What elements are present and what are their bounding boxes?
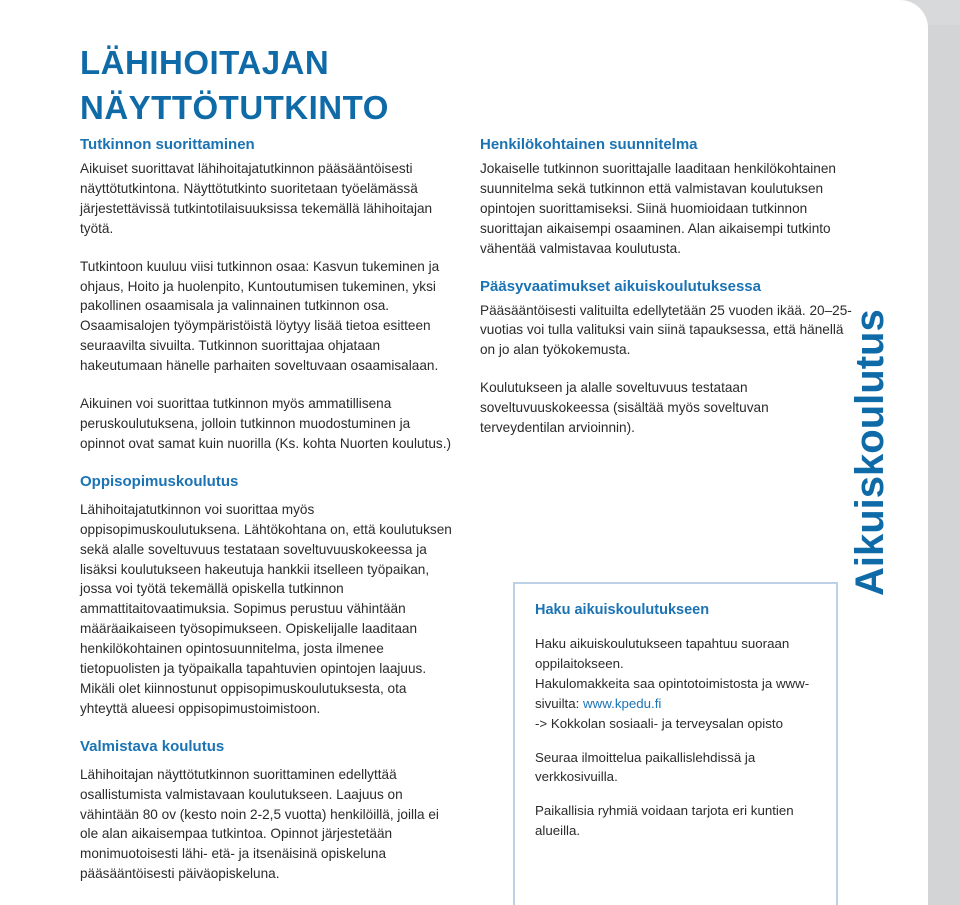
title-line-2: NÄYTTÖTUTKINTO xyxy=(80,89,389,126)
right-column xyxy=(480,135,852,456)
title-line-1: LÄHIHOITAJAN xyxy=(80,44,330,81)
paragraph-seuraa: Seuraa ilmoittelua paikallislehdissä ja verkkosivuilla. xyxy=(535,749,756,785)
haku-line-2: Hakulomakkeita saa opintotoimistosta ja www-sivuilta: xyxy=(535,675,810,711)
haku-line-1: Haku aikuiskoulutukseen tapahtuu suoraan oppilaitokseen. xyxy=(535,636,790,671)
paragraph-valmistava: Lähihoitajan näyttötutkinnon suorittaminen edellyttää osallistumista valmistavaan koulutukseen. Laajuus on vähintään 80 ov (kesto noin 2-2,5 vuotta) henkilöillä, joilla ei ole alan aikaisempaa tutkintoa. Opinnot järjestetään monimuotoisesti lähi- etä- ja itsenäisinä opiskeluna pääsääntöisesti päiväopiskeluna. xyxy=(80,766,439,882)
haku-callout-box xyxy=(513,582,838,905)
kpedu-link[interactable]: www.kpedu.fi xyxy=(583,695,662,711)
side-label-aikuiskoulutus: Aikuiskoulutus xyxy=(848,309,892,596)
heading-haku-aikuiskoulutukseen: Haku aikuiskoulutukseen xyxy=(535,602,710,618)
left-column xyxy=(80,135,452,884)
paragraph-haku xyxy=(535,634,816,734)
page-edge-tab xyxy=(928,25,960,905)
paragraph-paikallisia: Paikallisia ryhmiä voidaan tarjota eri kuntien alueilla. xyxy=(535,803,794,839)
paragraph-peruskoulutus: Aikuinen voi suorittaa tutkinnon myös ammatillisena peruskoulutuksena, jolloin tutkinnon muodostuminen ja opinnot ovat samat kuin nuorilla (Ks. kohta Nuorten koulutus.) xyxy=(80,396,452,451)
paragraph-tutkinnon-osat: Tutkintoon kuuluu viisi tutkinnon osaa: Kasvun tukeminen ja ohjaus, Hoito ja huolenpito, Kuntoutumisen tukeminen, yksi pakollinen osaamisala ja valinnainen tutkinnon osa. Osaamisalojen työympäristöistä löytyy lisää tietoa esitteen seuraavilta sivuilta. Tutkinnon suorittajaa ohjataan hakeutumaan hänelle parhaiten soveltuvaan osaamisalaan. xyxy=(80,258,440,374)
haku-line-3: -> Kokkolan sosiaali- ja terveysalan opisto xyxy=(535,715,783,731)
heading-paasyvaatimukset: Pääsyvaatimukset aikuiskoulutuksessa xyxy=(480,277,761,295)
heading-tutkinnon-suorittaminen: Tutkinnon suorittaminen xyxy=(80,136,255,153)
paragraph-aikuiset: Aikuiset suorittavat lähihoitajatutkinnon pääsääntöisesti näyttötutkintona. Näyttötutkinto suoritetaan työelämässä järjestettävissä tutkintotilaisuuksissa tekemällä lähihoitajan työtä. xyxy=(80,161,433,236)
paragraph-suunnitelma: Jokaiselle tutkinnon suorittajalle laaditaan henkilökohtainen suunnitelma sekä tutkinnon että valmistavan koulutuksen opintojen suorittamiseksi. Siinä huomioidaan tutkinnon suorittajan aikaisempi osaaminen. Alan aikaisempi tutkinto vähentää valmistavaa koulutusta. xyxy=(480,161,836,256)
paragraph-oppisopimus: Lähihoitajatutkinnon voi suorittaa myös oppisopimuskoulutuksena. Lähtökohtana on, että koulutuksen sekä alalle soveltuvuus testataan soveltuvuuskokeessa ja lisäksi koulutukseen hakeutuja hankkii itselleen työpaikan, jossa voi työtä tekemällä opiskella tutkinnon ammattitaitovaatimuksia. Sopimus perustuu vähintään määräaikaiseen työsopimukseen. Opiskelijalle laaditaan henkilökohtainen opintosuunnitelma, josta ilmenee tietopuolisten ja työpaikalla tapahtuvien opintojen laajuus. Mikäli olet kiinnostunut oppisopimuskoulutuksesta, ota yhteyttä alueesi oppisopimustoimistoon. xyxy=(80,501,452,716)
paragraph-soveltuvuus: Koulutukseen ja alalle soveltuvuus testataan soveltuvuuskokeessa (sisältää myös soveltuvan terveydentilan arvioinnin). xyxy=(480,380,769,436)
page-title xyxy=(80,40,389,130)
paragraph-ika: Pääsääntöisesti valituilta edellytetään 25 vuoden ikää. 20–25-vuotias voi tulla valituksi vain siinä tapauksessa, että hänellä on jo alan työkokemusta. xyxy=(480,302,852,358)
heading-oppisopimuskoulutus: Oppisopimuskoulutus xyxy=(80,472,239,490)
heading-henkilokohtainen-suunnitelma: Henkilökohtainen suunnitelma xyxy=(480,136,698,153)
heading-valmistava-koulutus: Valmistava koulutus xyxy=(80,737,225,755)
